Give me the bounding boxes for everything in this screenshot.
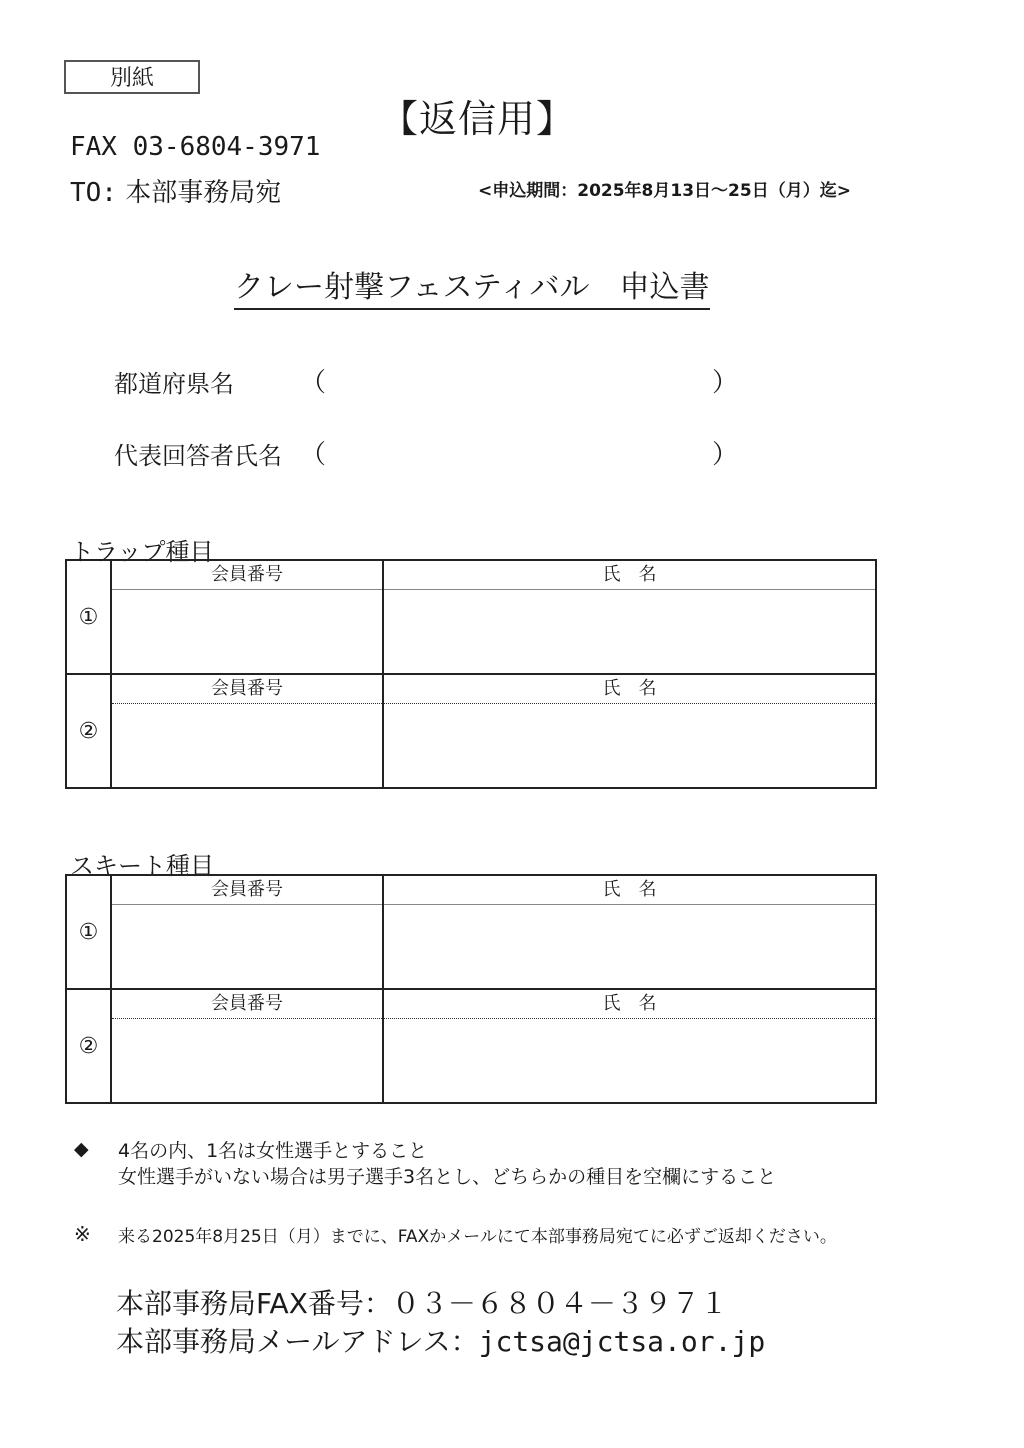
reply-heading: 【返信用】: [380, 97, 576, 141]
remark-icon: ※: [74, 1222, 91, 1246]
application-period: <申込期間：2025年8月13日～25日（月）迄>: [478, 181, 851, 201]
row-number: ②: [66, 989, 111, 1103]
table-row: [66, 989, 876, 1103]
table-row: [66, 875, 876, 989]
footer-mail-label: 本部事務局メールアドレス：: [116, 1325, 479, 1358]
row-number: ①: [66, 875, 111, 989]
prefecture-open-paren: （: [300, 368, 327, 398]
representative-input[interactable]: [330, 436, 700, 466]
to-line: [70, 172, 281, 209]
bullet-line-1: 4名の内、1名は女性選手とすること: [118, 1140, 428, 1162]
name-header: 氏 名: [384, 675, 875, 704]
name-header: 氏 名: [384, 876, 875, 905]
bullet-line-2: 女性選手がいない場合は男子選手3名とし、どちらかの種目を空欄にすること: [118, 1166, 777, 1188]
prefecture-label: 都道府県名: [114, 370, 234, 398]
footer-fax-label: 本部事務局FAX番号：: [116, 1287, 392, 1320]
to-prefix: TO:: [70, 178, 117, 208]
footer-mail-line: [116, 1320, 765, 1360]
footer-fax-number: ０３－６８０４－３９７１: [391, 1287, 728, 1320]
remark-text: 来る2025年8月25日（月）までに、FAXかメールにて本部事務局宛てに必ずご返却ください。: [118, 1227, 837, 1247]
table-row: [66, 560, 876, 674]
row-number: ①: [66, 560, 111, 674]
representative-label: 代表回答者氏名: [114, 442, 282, 470]
member-number-cell[interactable]: [111, 560, 383, 674]
skeet-section-label: スキート種目: [70, 852, 214, 880]
member-number-header: 会員番号: [112, 876, 382, 905]
skeet-table: [65, 874, 877, 1104]
representative-close-paren: ）: [712, 440, 739, 470]
member-number-cell[interactable]: [111, 989, 383, 1103]
to-name: 本部事務局宛: [125, 178, 282, 208]
name-header: 氏 名: [384, 990, 875, 1019]
fax-line: FAX 03-6804-3971: [70, 132, 321, 162]
member-number-cell[interactable]: [111, 875, 383, 989]
name-cell[interactable]: [383, 674, 876, 788]
form-title: クレー射撃フェスティバル 申込書: [234, 262, 710, 310]
member-number-header: 会員番号: [112, 675, 382, 704]
prefecture-input[interactable]: [330, 364, 700, 394]
representative-field: [114, 436, 282, 471]
prefecture-field: [114, 364, 234, 399]
footer-mail-address[interactable]: jctsa@jctsa.or.jp: [478, 1325, 766, 1358]
name-cell[interactable]: [383, 989, 876, 1103]
name-cell[interactable]: [383, 875, 876, 989]
footer-fax-line: [116, 1282, 728, 1322]
row-number: ②: [66, 674, 111, 788]
member-number-cell[interactable]: [111, 674, 383, 788]
table-row: [66, 674, 876, 788]
bullet-icon: ◆: [74, 1138, 89, 1160]
representative-open-paren: （: [300, 440, 327, 470]
name-header: 氏 名: [384, 561, 875, 590]
member-number-header: 会員番号: [112, 990, 382, 1019]
betsushi-box: 別紙: [64, 60, 200, 94]
member-number-header: 会員番号: [112, 561, 382, 590]
name-cell[interactable]: [383, 560, 876, 674]
prefecture-close-paren: ）: [712, 368, 739, 398]
trap-section-label: トラップ種目: [70, 538, 214, 566]
trap-table: [65, 559, 877, 789]
